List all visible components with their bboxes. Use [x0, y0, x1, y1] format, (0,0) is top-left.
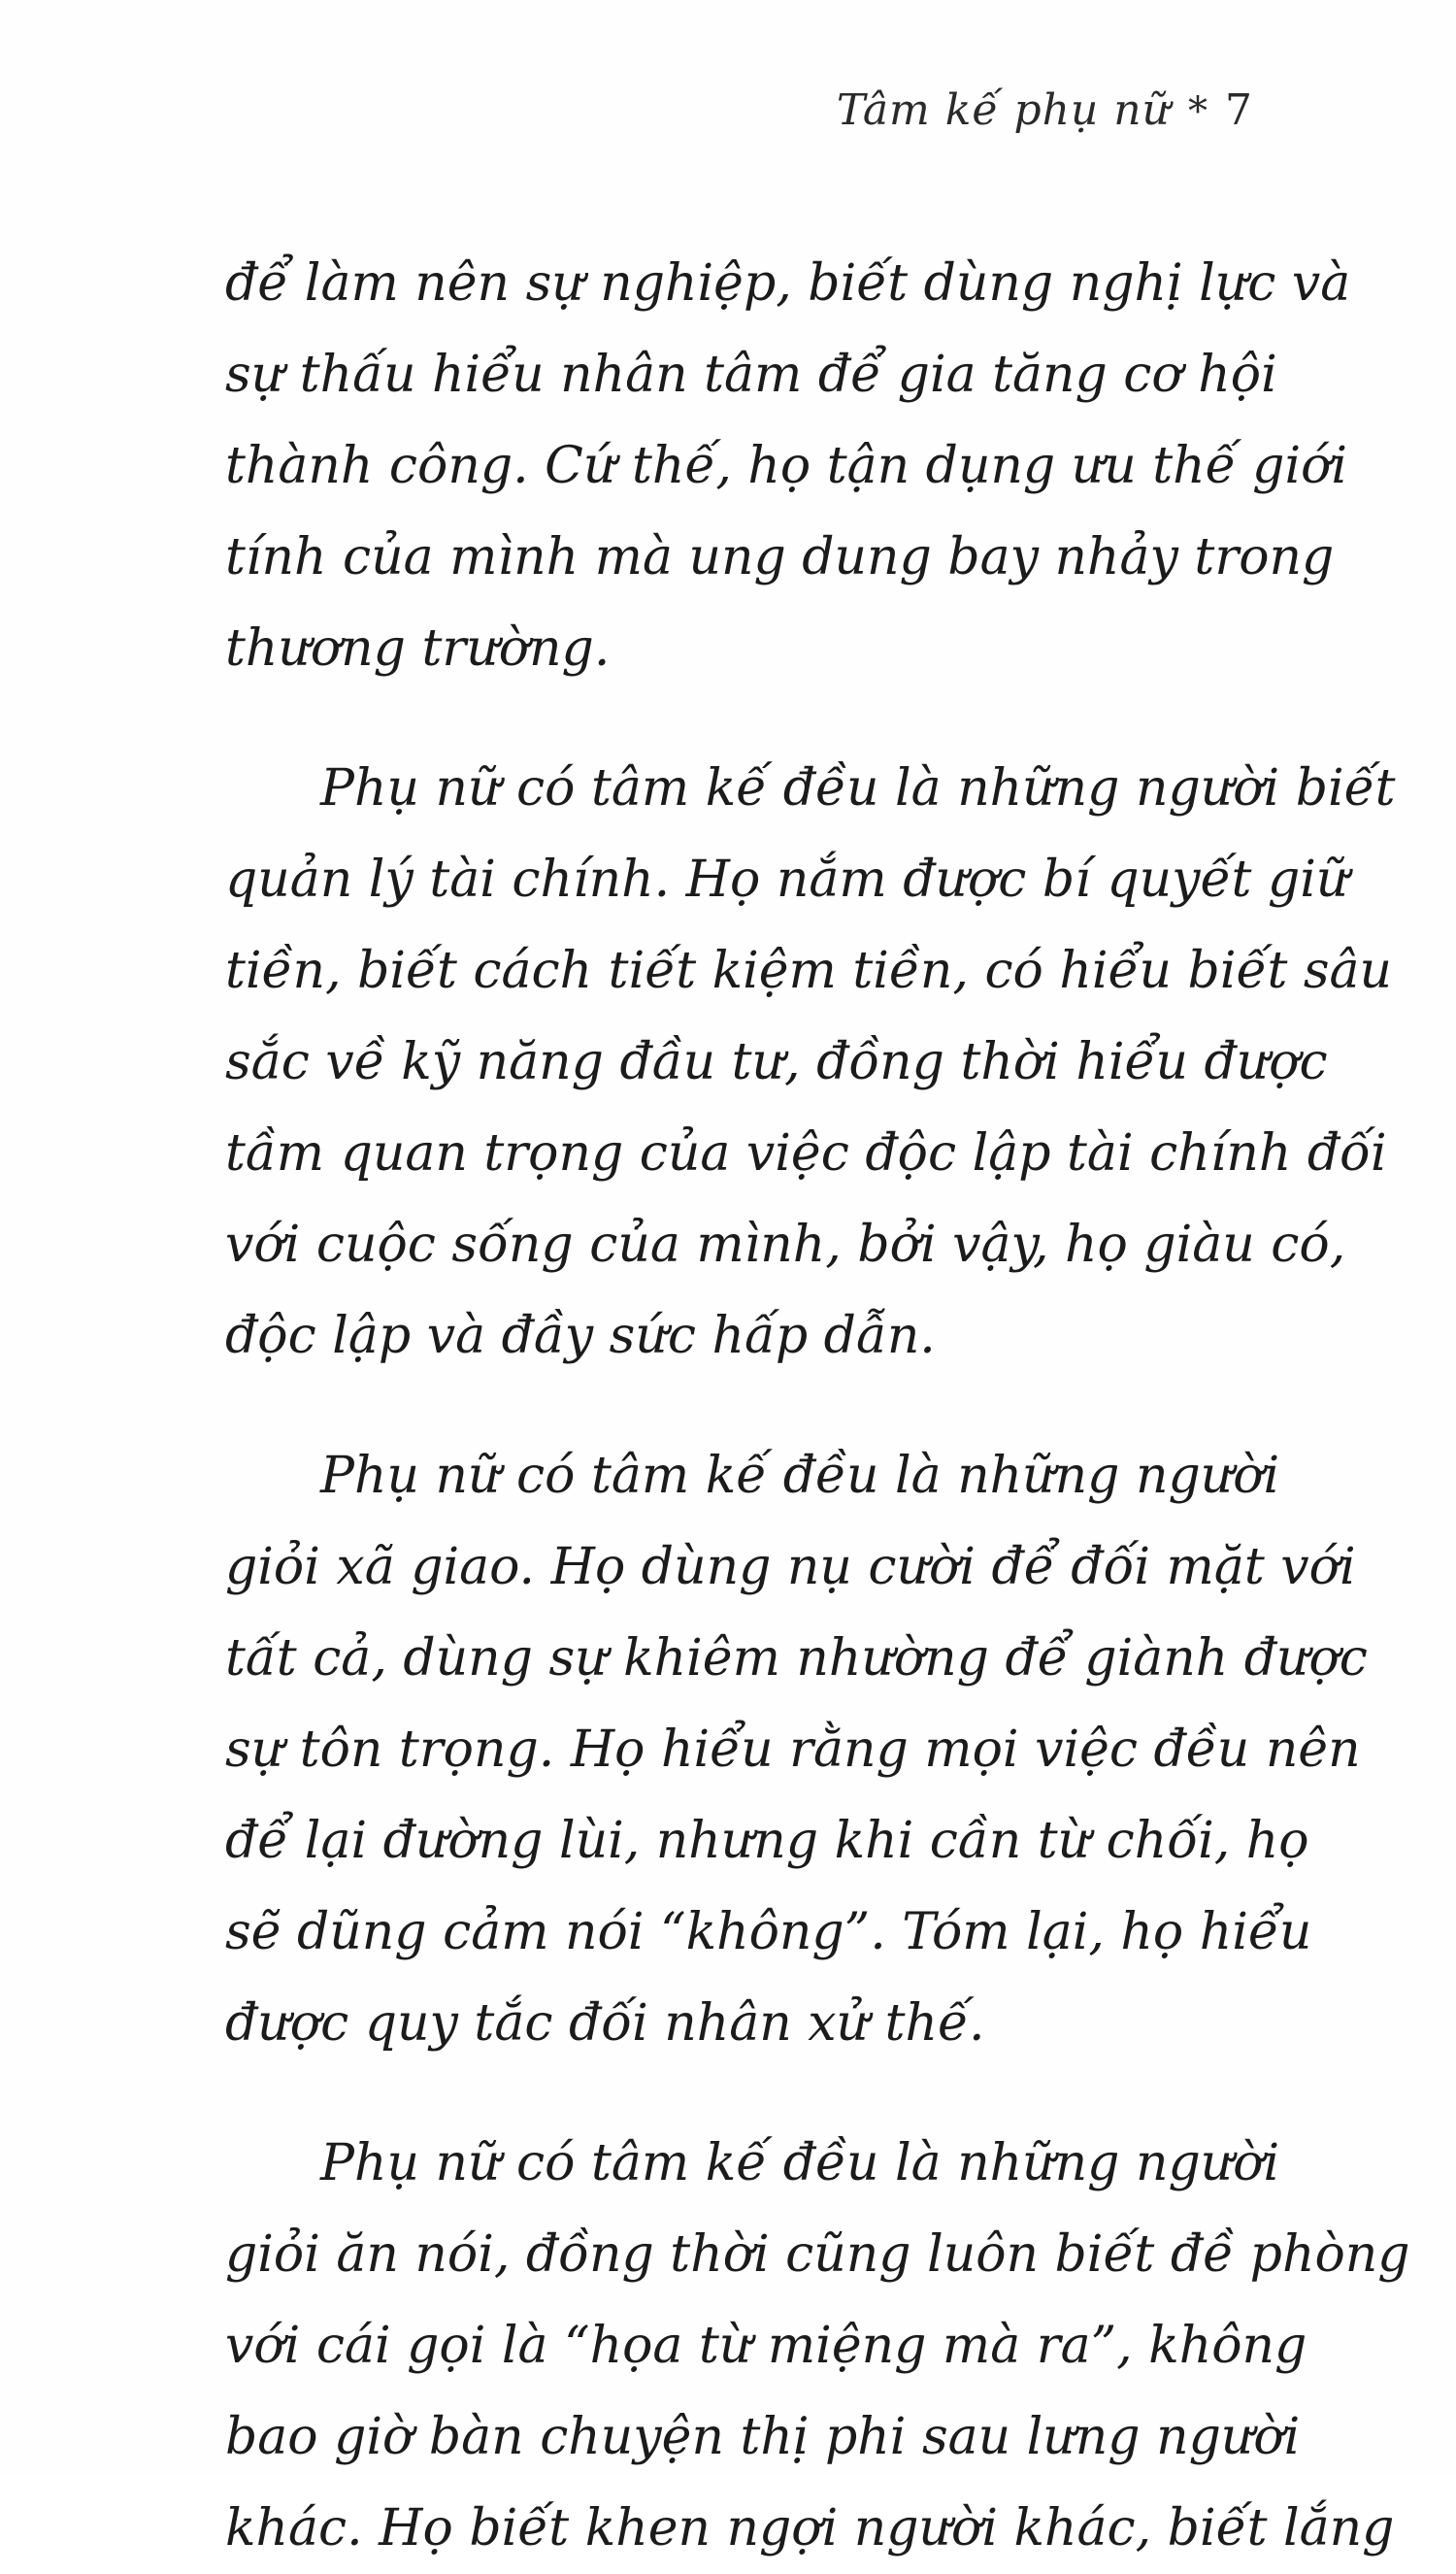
header-separator: * — [1188, 89, 1208, 134]
text-line: thành công. Cứ thế, họ tận dụng ưu thế giới — [225, 437, 1348, 495]
text-line: để lại đường lùi, nhưng khi cần từ chối, họ — [225, 1812, 1309, 1870]
text-line: Phụ nữ có tâm kế đều là những người — [320, 2134, 1280, 2192]
text-line: giỏi ăn nói, đồng thời cũng luôn biết đề phòng — [225, 2225, 1410, 2284]
paragraph — [225, 2118, 1410, 2574]
text-line: khác. Họ biết khen ngợi người khác, biết lắng — [225, 2499, 1395, 2557]
text-line: tính của mình mà ung dung bay nhảy trong — [225, 528, 1335, 586]
text-line: để làm nên sự nghiệp, biết dùng nghị lực và — [225, 254, 1351, 313]
text-line: thương trường. — [225, 619, 611, 678]
running-header — [837, 85, 1252, 135]
paragraph-spacer — [225, 2069, 1235, 2118]
page-number: 7 — [1225, 85, 1252, 135]
text-line: sẽ dũng cảm nói “không”. Tóm lại, họ hiểu — [225, 1903, 1312, 1961]
text-line: quản lý tài chính. Họ nắm được bí quyết giữ — [225, 851, 1349, 909]
text-line: sự tôn trọng. Họ hiểu rằng mọi việc đều nên — [225, 1721, 1361, 1779]
text-line: với cái gọi là “họa từ miệng mà ra”, không — [225, 2317, 1307, 2375]
paragraph — [225, 1430, 1368, 2069]
paragraph — [225, 238, 1351, 694]
text-line: giỏi xã giao. Họ dùng nụ cười để đối mặt với — [225, 1538, 1356, 1596]
text-line: sự thấu hiểu nhân tâm để gia tăng cơ hội — [225, 346, 1277, 404]
paragraph-spacer — [225, 694, 1235, 743]
running-title: Tâm kế phụ nữ — [836, 85, 1171, 135]
text-line: tầm quan trọng của việc độc lập tài chính đối — [225, 1124, 1387, 1183]
text-line: sắc về kỹ năng đầu tư, đồng thời hiểu được — [225, 1033, 1328, 1091]
text-line: Phụ nữ có tâm kế đều là những người biết — [320, 759, 1396, 818]
text-line: với cuộc sống của mình, bởi vậy, họ giàu có, — [225, 1216, 1346, 1274]
text-line: được quy tắc đối nhân xử thế. — [225, 1994, 985, 2053]
text-line: tiền, biết cách tiết kiệm tiền, có hiểu biết sâu — [225, 942, 1393, 1000]
text-line: bao giờ bàn chuyện thị phi sau lưng người — [225, 2408, 1301, 2466]
body-text — [225, 238, 1410, 2574]
paragraph — [225, 743, 1396, 1382]
text-line: Phụ nữ có tâm kế đều là những người — [320, 1447, 1280, 1505]
text-line: độc lập và đầy sức hấp dẫn. — [225, 1307, 936, 1365]
paragraph-spacer — [225, 1382, 1235, 1430]
text-line: tất cả, dùng sự khiêm nhường để giành được — [225, 1629, 1368, 1688]
